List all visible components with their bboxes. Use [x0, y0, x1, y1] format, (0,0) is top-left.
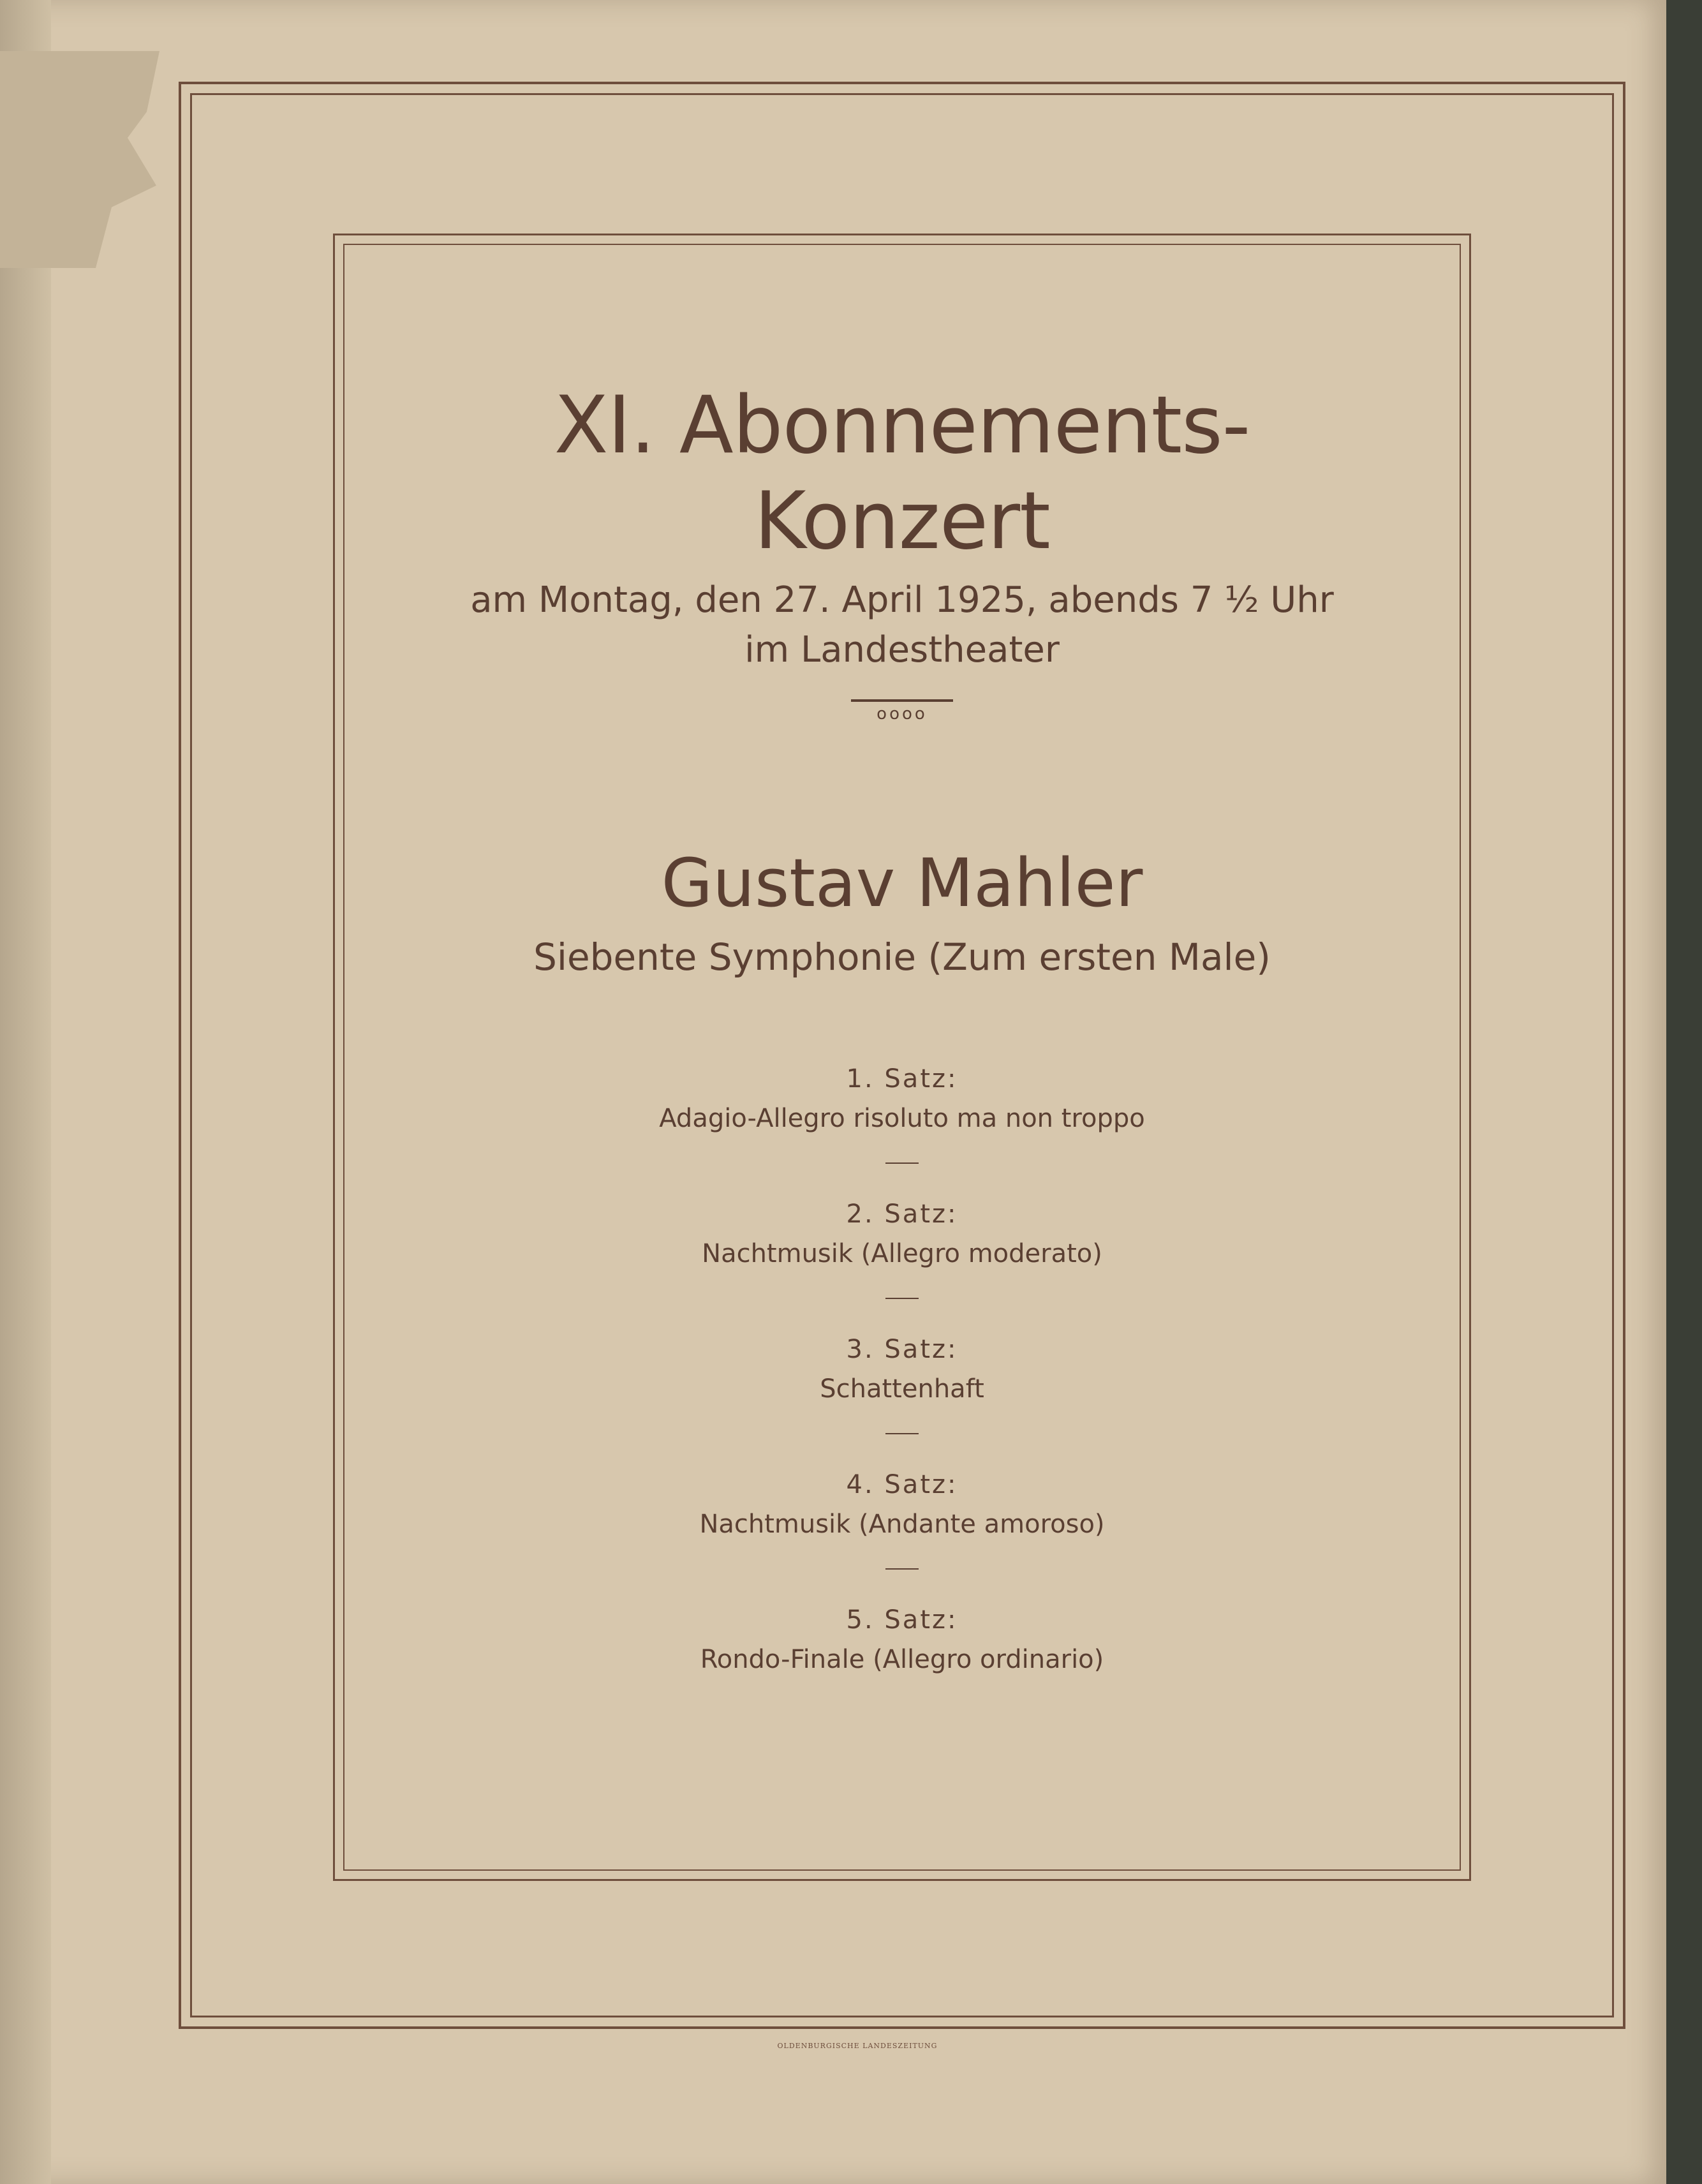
printer-imprint: OLDENBURGISCHE LANDESZEITUNG	[777, 2042, 938, 2050]
movement-item	[343, 1194, 1461, 1274]
movement-separator	[885, 1568, 919, 1570]
concert-details	[343, 576, 1461, 675]
program-content	[343, 244, 1461, 1679]
concert-title	[343, 378, 1461, 569]
torn-paper-edge	[0, 51, 159, 268]
concert-title-line-2: Konzert	[754, 475, 1050, 567]
movement-number: 1. Satz:	[846, 1064, 958, 1094]
movement-number: 4. Satz:	[846, 1470, 958, 1499]
concert-date: am Montag, den 27. April 1925, abends 7 ½ Uhr	[470, 579, 1334, 621]
movement-title: Adagio-Allegro risoluto ma non troppo	[659, 1104, 1145, 1133]
divider-rule	[851, 699, 953, 702]
movement-title: Nachtmusik (Andante amoroso)	[699, 1510, 1105, 1539]
movement-number: 3. Satz:	[846, 1335, 958, 1364]
movement-item	[343, 1330, 1461, 1409]
movement-item	[343, 1059, 1461, 1138]
movement-item	[343, 1465, 1461, 1544]
concert-venue: im Landestheater	[744, 629, 1060, 671]
movement-separator	[885, 1298, 919, 1299]
work-title: Siebente Symphonie (Zum ersten Male)	[533, 935, 1271, 979]
movement-title: Rondo-Finale (Allegro ordinario)	[700, 1645, 1104, 1674]
divider-ornament: oooo	[877, 704, 928, 724]
movement-number: 5. Satz:	[846, 1605, 958, 1635]
composer-name: Gustav Mahler	[661, 844, 1143, 922]
movement-list	[343, 1059, 1461, 1679]
movement-separator	[885, 1163, 919, 1164]
movement-title: Schattenhaft	[820, 1374, 984, 1404]
movement-item	[343, 1600, 1461, 1679]
movement-separator	[885, 1433, 919, 1434]
movement-number: 2. Satz:	[846, 1200, 958, 1229]
movement-title: Nachtmusik (Allegro moderato)	[702, 1239, 1102, 1268]
title-divider	[343, 699, 1461, 724]
binding-spine	[0, 0, 51, 2184]
concert-title-line-1: XI. Abonnements-	[554, 380, 1250, 472]
